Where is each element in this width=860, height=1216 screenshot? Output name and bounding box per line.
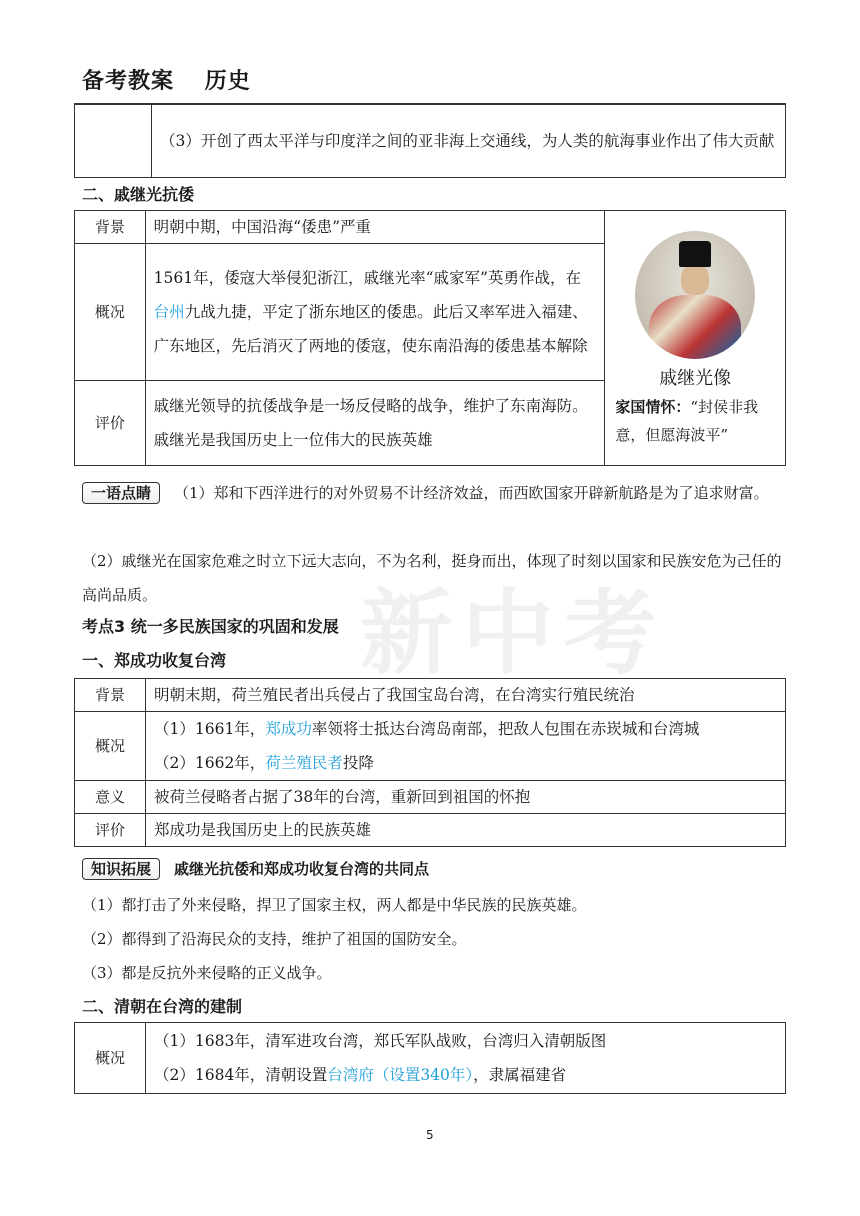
row-label-background-2: 背景 bbox=[75, 679, 146, 712]
motto-text: “封侯非我意，但愿海波平” bbox=[615, 398, 759, 444]
page-header bbox=[82, 64, 273, 95]
zhengchenggong-table bbox=[74, 678, 786, 847]
section-zhengchenggong-heading: 一、郑成功收复台湾 bbox=[82, 651, 227, 670]
row-text-background-2: 明朝末期，荷兰殖民者出兵侵占了我国宝岛台湾，在台湾实行殖民统治 bbox=[146, 679, 786, 712]
row-label-significance: 意义 bbox=[75, 781, 146, 814]
section-qing-taiwan-heading: 二、清朝在台湾的建制 bbox=[82, 997, 243, 1016]
motto-label: 家国情怀： bbox=[615, 398, 691, 416]
row-text-overview-3: （1）1683年，清军进攻台湾，郑氏军队战败，台湾归入清朝版图 （2）1684年，清朝设置台湾府（设置340年），隶属福建省 bbox=[146, 1023, 786, 1094]
tip-badge-zhishituozhan: 知识拓展 bbox=[82, 858, 160, 880]
row-label-overview: 概况 bbox=[75, 244, 146, 381]
tip-expand-item-1: （1）都打击了外来侵略，捍卫了国家主权，两人都是中华民族的民族英雄。 bbox=[82, 896, 587, 914]
tip-badge-yiyudianjing: 一语点睛 bbox=[82, 482, 160, 504]
tip-line-2: （2）戚继光在国家危难之时立下远大志向，不为名利，挺身而出，体现了时刻以国家和民族安危为己任的高尚品质。 bbox=[82, 552, 782, 604]
watermark: 新中考 bbox=[360, 580, 667, 687]
tip-expand-item-3: （3）都是反抗外来侵略的正义战争。 bbox=[82, 964, 332, 982]
highlight-taizhou: 台州 bbox=[153, 303, 185, 321]
tip-line-1: （1）郑和下西洋进行的对外贸易不计经济效益，而西欧国家开辟新航路是为了追求财富。 bbox=[174, 484, 769, 502]
highlight-taiwanfu: 台湾府（设置340年） bbox=[327, 1066, 474, 1084]
row-text-overview: 1561年，倭寇大举侵犯浙江，戚继光率“戚家军”英勇作战，在台州九战九捷，平定了浙东地区的倭患。此后又率军进入福建、广东地区，先后消灭了两地的倭寇，使东南沿海的倭患基本解除 bbox=[145, 244, 605, 381]
section-qijiguang-heading: 二、戚继光抗倭 bbox=[82, 185, 195, 204]
tip-expand-item-2: （2）都得到了沿海民众的支持，维护了祖国的国防安全。 bbox=[82, 930, 467, 948]
header-subject: 历史 bbox=[204, 69, 251, 94]
row-label-overview-2: 概况 bbox=[75, 712, 146, 781]
row-label-background: 背景 bbox=[75, 211, 146, 244]
row-text-overview-2: （1）1661年，郑成功率领将士抵达台湾岛南部，把敌人包围在赤崁城和台湾城 （2）1662年，荷兰殖民者投降 bbox=[146, 712, 786, 781]
row-text-background: 明朝中期，中国沿海“倭患”严重 bbox=[145, 211, 605, 244]
tip-summary bbox=[82, 476, 782, 510]
kaodian-heading: 考点3 统一多民族国家的巩固和发展 bbox=[82, 617, 339, 636]
page-number: 5 bbox=[426, 1128, 434, 1142]
qijiguang-portrait-image bbox=[635, 231, 755, 359]
row-text-evaluation-2: 郑成功是我国历史上的民族英雄 bbox=[146, 814, 786, 847]
header-title: 备考教案 bbox=[82, 69, 175, 94]
row-label-overview-3: 概况 bbox=[75, 1023, 146, 1094]
portrait-cell bbox=[605, 211, 786, 466]
row-label-evaluation: 评价 bbox=[75, 381, 146, 466]
qing-taiwan-table bbox=[74, 1022, 786, 1094]
portrait-caption: 戚继光像 bbox=[659, 368, 732, 389]
tip-expand-title: 戚继光抗倭和郑成功收复台湾的共同点 bbox=[174, 860, 430, 878]
highlight-zhengchenggong: 郑成功 bbox=[265, 720, 312, 738]
highlight-dutch: 荷兰殖民者 bbox=[265, 754, 343, 772]
motto bbox=[609, 393, 781, 449]
top-table-text: （3）开创了西太平洋与印度洋之间的亚非海上交通线，为人类的航海事业作出了伟大贡献 bbox=[152, 105, 786, 178]
top-table-empty-cell bbox=[75, 105, 152, 178]
row-text-evaluation: 戚继光领导的抗倭战争是一场反侵略的战争，维护了东南海防。戚继光是我国历史上一位伟大的民族英雄 bbox=[145, 381, 605, 466]
row-label-evaluation-2: 评价 bbox=[75, 814, 146, 847]
tip-expand bbox=[82, 852, 782, 886]
row-text-significance: 被荷兰侵略者占据了38年的台湾，重新回到祖国的怀抱 bbox=[146, 781, 786, 814]
top-table bbox=[74, 104, 786, 178]
qijiguang-table bbox=[74, 210, 786, 466]
